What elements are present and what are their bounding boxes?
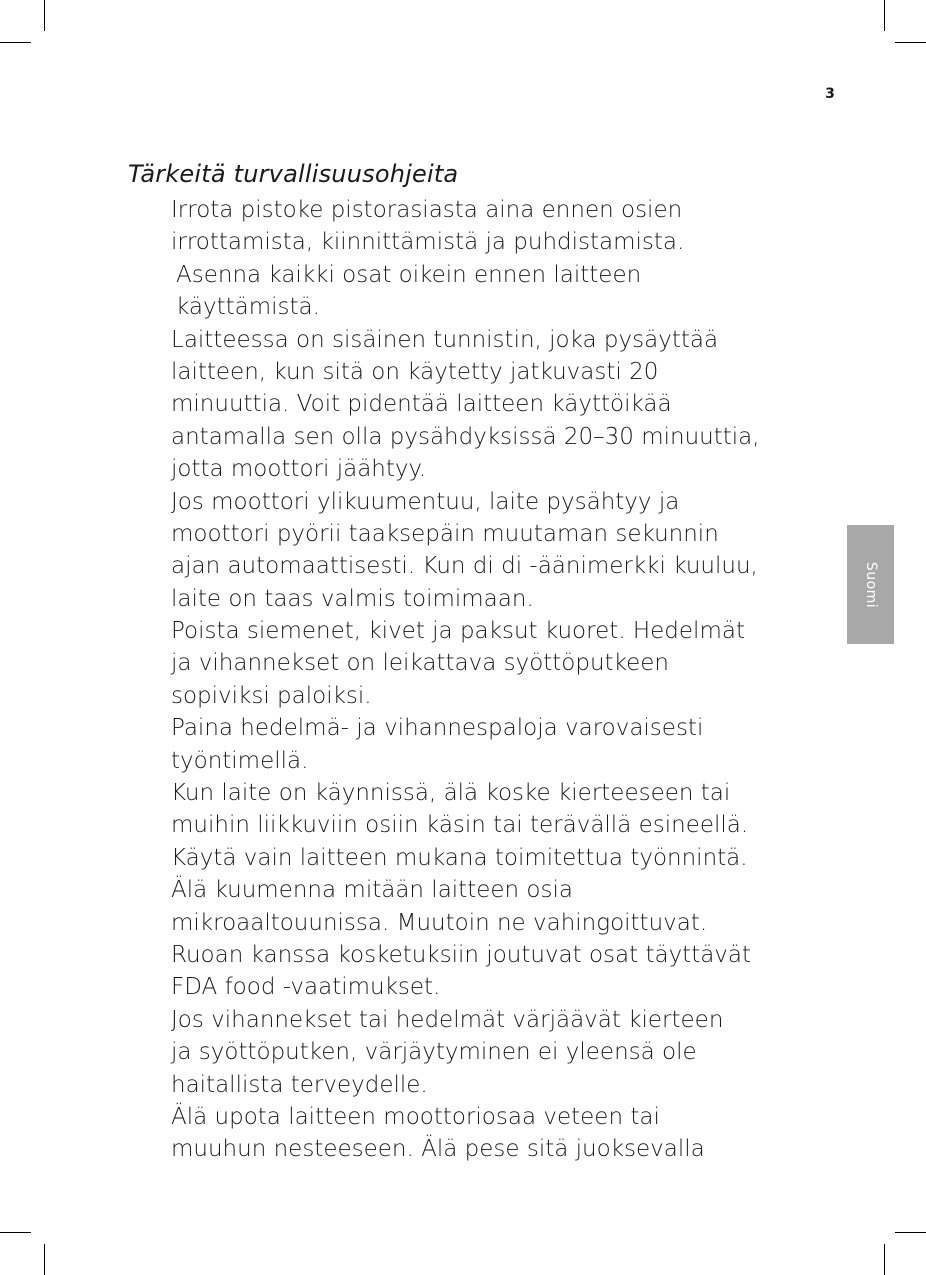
text-line: laitteen, kun sitä on käytetty jatkuvasti 20 xyxy=(171,358,659,385)
crop-mark-bottom-left-horizontal xyxy=(0,1232,31,1233)
text-line: jotta moottori jäähtyy. xyxy=(171,456,427,483)
text-line: antamalla sen olla pysähdyksissä 20–30 minuuttia, xyxy=(171,423,760,450)
text-line: Jos moottori ylikuumentuu, laite pysähtyy ja xyxy=(171,488,680,515)
safety-instructions-text xyxy=(171,194,811,1166)
text-line: käyttämistä. xyxy=(176,294,320,321)
text-line: Laitteessa on sisäinen tunnistin, joka pysäyttää xyxy=(171,326,719,353)
text-line: Jos vihannekset tai hedelmät värjäävät kierteen xyxy=(171,1006,724,1033)
crop-mark-top-right-vertical xyxy=(884,0,885,31)
text-line: irrottamista, kiinnittämistä ja puhdistamista. xyxy=(171,229,685,256)
text-line: Älä upota laitteen moottoriosaa veteen tai xyxy=(171,1103,660,1130)
text-line: työntimellä. xyxy=(171,747,309,774)
text-line: muuhun nesteeseen. Älä pese sitä juoksevalla xyxy=(171,1136,705,1163)
text-line: laite on taas valmis toimimaan. xyxy=(171,585,534,612)
page-number: 3 xyxy=(825,86,835,102)
text-line: Paina hedelmä- ja vihannespaloja varovaisesti xyxy=(171,715,704,742)
crop-mark-top-left-vertical xyxy=(44,0,45,31)
text-line: mikroaaltouunissa. Muutoin ne vahingoittuvat. xyxy=(171,909,708,936)
text-line: muihin liikkuviin osiin käsin tai terävällä esineellä. xyxy=(171,812,749,839)
crop-mark-bottom-left-vertical xyxy=(44,1244,45,1275)
text-line: sopiviksi paloiksi. xyxy=(171,682,372,709)
crop-mark-bottom-right-vertical xyxy=(884,1244,885,1275)
text-line: ja syöttöputken, värjäytyminen ei yleensä ole xyxy=(171,1039,697,1066)
section-heading: Tärkeitä turvallisuusohjeita xyxy=(128,160,459,188)
text-line: Ruoan kanssa kosketuksiin joutuvat osat täyttävät xyxy=(171,941,752,968)
text-line: haitallista terveydelle. xyxy=(171,1071,428,1098)
text-line: ajan automaattisesti. Kun di di -äänimerkki kuuluu, xyxy=(171,553,758,580)
language-tab-label: Suomi xyxy=(862,561,879,608)
text-line: moottori pyörii taaksepäin muutaman sekunnin xyxy=(171,520,719,547)
crop-mark-bottom-right-horizontal xyxy=(895,1232,926,1233)
text-line: Älä kuumenna mitään laitteen osia xyxy=(171,877,573,904)
crop-mark-top-right-horizontal xyxy=(895,42,926,43)
text-line: Asenna kaikki osat oikein ennen laitteen xyxy=(176,261,642,288)
crop-mark-top-left-horizontal xyxy=(0,42,31,43)
text-line: FDA food -vaatimukset. xyxy=(171,974,441,1001)
text-line: minuuttia. Voit pidentää laitteen käyttöikää xyxy=(171,391,672,418)
text-line: Irrota pistoke pistorasiasta aina ennen osien xyxy=(171,197,683,223)
text-line: ja vihannekset on leikattava syöttöputkeen xyxy=(171,650,669,677)
text-line: Kun laite on käynnissä, älä koske kierteeseen tai xyxy=(171,780,731,807)
text-line: Poista siemenet, kivet ja paksut kuoret. Hedelmät xyxy=(171,618,745,645)
language-tab xyxy=(847,525,894,644)
text-line: Käytä vain laitteen mukana toimitettua työnnintä. xyxy=(171,844,748,871)
